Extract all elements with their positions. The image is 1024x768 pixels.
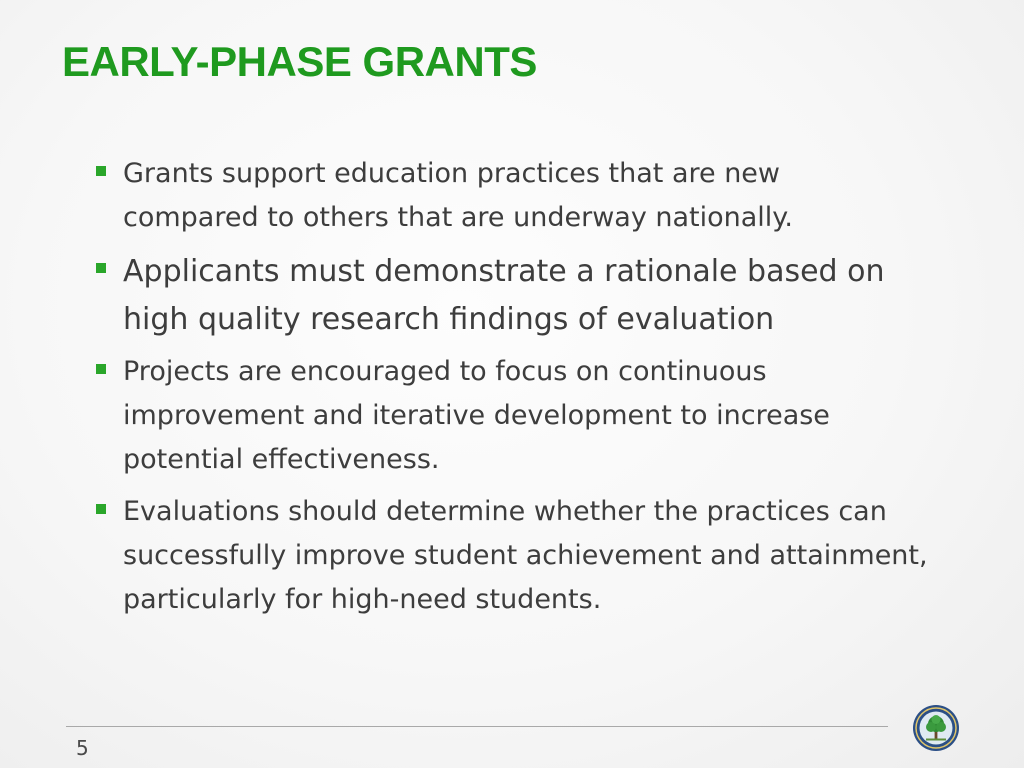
square-bullet-icon bbox=[96, 263, 106, 273]
square-bullet-icon bbox=[96, 364, 106, 374]
bullet-line: Evaluations should determine whether the practices can bbox=[123, 496, 887, 527]
bullet-line: particularly for high-need students. bbox=[123, 584, 602, 615]
slide-title: EARLY-PHASE GRANTS bbox=[62, 38, 537, 85]
page-number: 5 bbox=[76, 736, 89, 760]
bullet-line: compared to others that are underway nationally. bbox=[123, 202, 794, 233]
bullet-line: Applicants must demonstrate a rationale based on bbox=[123, 254, 885, 289]
bullet-line: improvement and iterative development to increase bbox=[123, 400, 830, 431]
bullet-item bbox=[96, 350, 976, 482]
footer-divider bbox=[66, 726, 888, 727]
bullet-line: Grants support education practices that are new bbox=[123, 158, 781, 189]
bullet-line: high quality research findings of evaluation bbox=[123, 302, 775, 337]
department-of-education-seal-icon bbox=[912, 704, 960, 752]
bullet-line: potential effectiveness. bbox=[123, 444, 440, 475]
bullet-list bbox=[96, 152, 976, 622]
bullet-line: Projects are encouraged to focus on continuous bbox=[123, 356, 767, 387]
bullet-item bbox=[96, 490, 976, 622]
square-bullet-icon bbox=[96, 504, 106, 514]
square-bullet-icon bbox=[96, 166, 106, 176]
bullet-line: successfully improve student achievement and attainment, bbox=[123, 540, 928, 571]
bullet-item bbox=[96, 248, 976, 344]
bullet-item bbox=[96, 152, 976, 240]
